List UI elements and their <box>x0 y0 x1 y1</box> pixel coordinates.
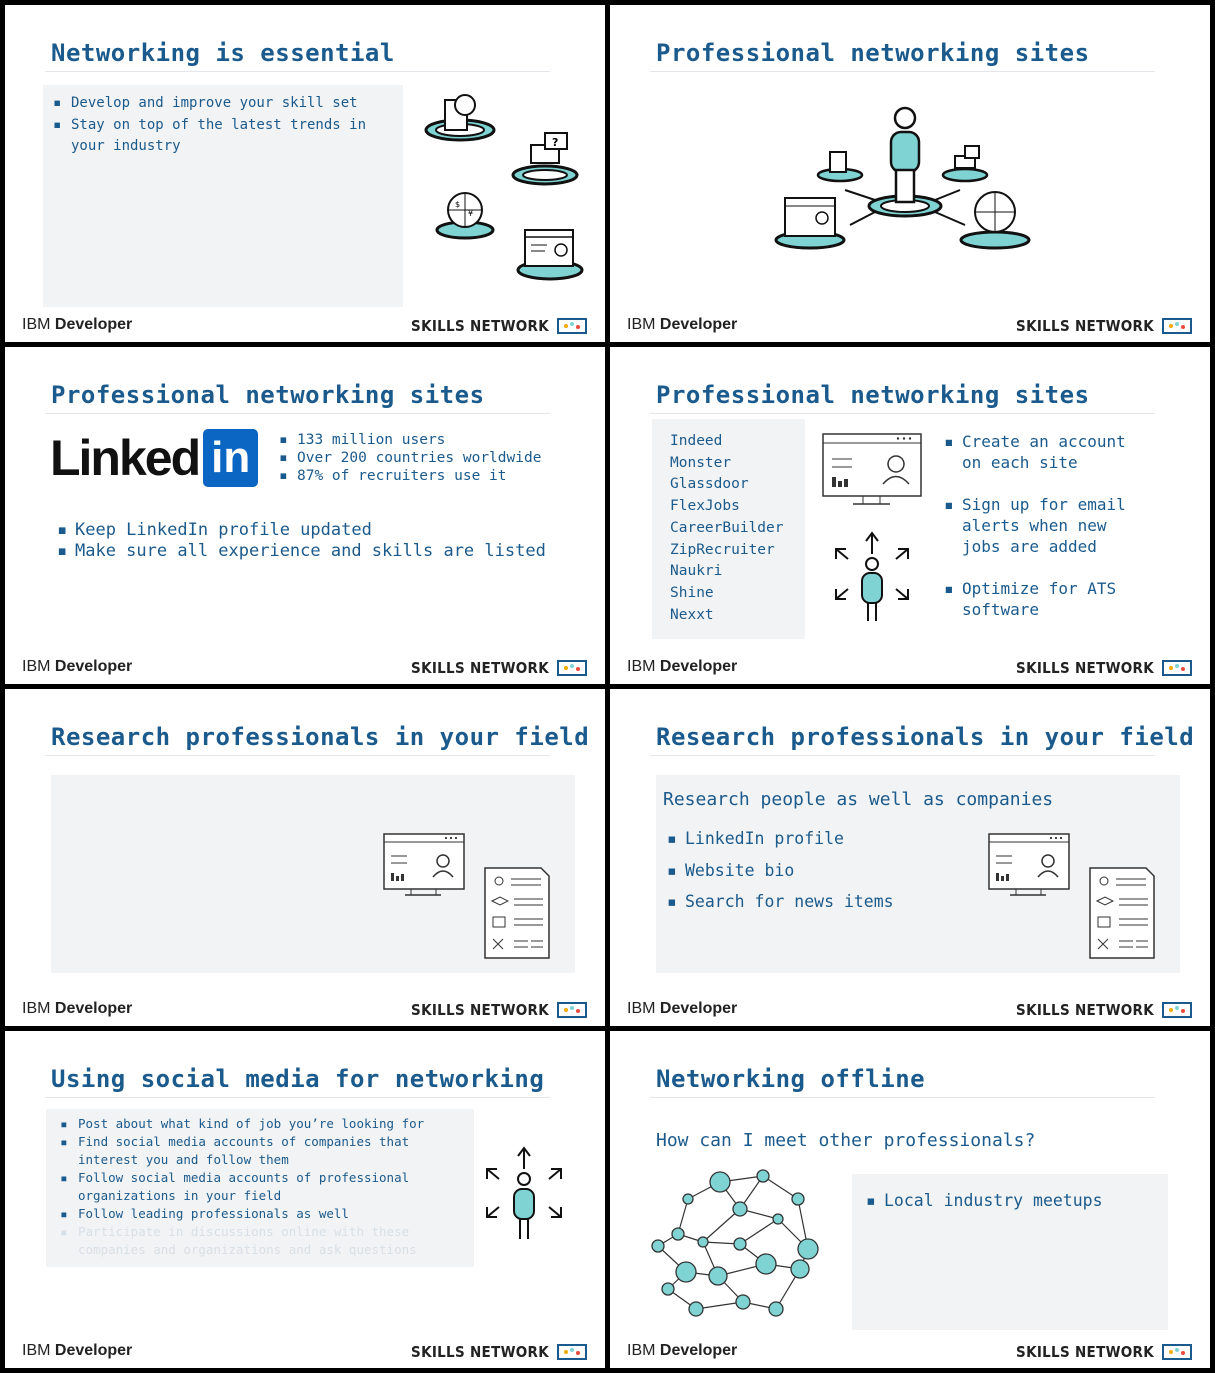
slide-networking-sites-hub <box>610 5 1210 342</box>
site-item: Monster <box>670 454 732 471</box>
globe-currency-icon <box>961 192 1029 248</box>
skills-network-logo: SKILLS NETWORK <box>411 659 587 677</box>
bullet-item: ▪ Create an account on each site <box>940 431 1140 473</box>
svg-text:?: ? <box>552 136 559 149</box>
slide-networking-offline <box>610 1031 1210 1368</box>
bullet-item: ▪ Make sure all experience and skills are listed <box>53 541 546 562</box>
content-panel <box>46 1109 474 1267</box>
dashboard-window-icon <box>776 198 844 248</box>
site-item: Glassdoor <box>670 476 749 493</box>
skills-network-icon <box>557 317 587 335</box>
question-text: How can I meet other professionals? <box>656 1130 1036 1151</box>
title-divider <box>45 413 550 414</box>
ibm-developer-logo: IBM Developer <box>627 1000 738 1017</box>
bullet-item: ▪ LinkedIn profile <box>663 823 894 855</box>
stat-item: ▪ 87% of recruiters use it <box>275 467 541 485</box>
svg-text:¥: ¥ <box>468 209 474 218</box>
slide-research-people-companies <box>610 689 1210 1026</box>
skills-network-icon <box>1162 317 1192 335</box>
title-divider <box>650 71 1155 72</box>
bullet-item: ▪ Local industry meetups <box>862 1190 1103 1211</box>
resume-document-icon <box>485 868 549 958</box>
title-divider <box>45 755 550 756</box>
job-sites-list <box>670 431 784 626</box>
bullet-item: ▪ Sign up for email alerts when new jobs are added <box>940 494 1140 557</box>
bullet-list <box>49 93 394 158</box>
title-divider <box>45 71 550 72</box>
person-hub-illustration <box>770 100 1040 250</box>
monitor-profile-icon <box>384 834 464 895</box>
site-item: Shine <box>670 584 714 601</box>
content-panel <box>43 85 403 307</box>
skills-network-logo: SKILLS NETWORK <box>411 1001 587 1019</box>
skills-network-logo: SKILLS NETWORK <box>411 317 587 335</box>
title-divider <box>45 1097 550 1098</box>
monitor-and-person-illustration <box>818 429 928 629</box>
person-arrows-illustration <box>479 1139 579 1249</box>
chat-bubbles-icon <box>943 146 987 181</box>
skills-network-logo: SKILLS NETWORK <box>1016 1343 1192 1361</box>
ibm-developer-logo: IBM Developer <box>22 658 133 675</box>
ibm-developer-logo: IBM Developer <box>22 1342 133 1359</box>
skills-network-icon <box>1162 1343 1192 1361</box>
networking-icons-illustration <box>415 85 595 285</box>
bullet-item: ▪ Post about what kind of job you’re looking for <box>56 1115 461 1133</box>
svg-text:$: $ <box>455 200 461 209</box>
site-item: FlexJobs <box>670 498 740 515</box>
skills-network-icon <box>557 1001 587 1019</box>
bullet-list <box>53 520 546 562</box>
slide-social-media <box>5 1031 605 1368</box>
slide-title: Professional networking sites <box>656 39 1090 67</box>
linkedin-logo: Linked in <box>50 429 258 487</box>
ibm-developer-logo: IBM Developer <box>627 1342 738 1359</box>
ibm-developer-logo: IBM Developer <box>627 316 738 333</box>
bullet-item: ▪ Follow social media accounts of professional organizations in your field <box>56 1169 461 1205</box>
skills-network-logo: SKILLS NETWORK <box>411 1343 587 1361</box>
resume-document-icon <box>1090 868 1154 958</box>
bullet-item: ▪ Develop and improve your skill set <box>49 93 394 115</box>
people-network-illustration <box>648 1164 828 1324</box>
bullet-item: ▪ Search for news items <box>663 886 894 918</box>
bullet-item-faded: ▪ Participate in discussions online with these companies and organizations and ask questions <box>56 1223 461 1259</box>
slide-networking-essential <box>5 5 605 342</box>
ibm-developer-logo: IBM Developer <box>22 1000 133 1017</box>
monitor-and-resume-illustration <box>986 831 1161 961</box>
bullet-item: ▪ Follow leading professionals as well <box>56 1205 461 1223</box>
content-panel <box>852 1174 1168 1330</box>
profile-pin-icon <box>426 95 494 140</box>
stats-list <box>275 431 541 485</box>
slide-title: Using social media for networking <box>51 1065 545 1093</box>
slide-research-professionals <box>5 689 605 1026</box>
slide-linkedin <box>5 347 605 684</box>
skills-network-icon <box>1162 1001 1192 1019</box>
title-divider <box>650 1097 1155 1098</box>
bullet-list <box>862 1190 1103 1211</box>
skills-network-logo: SKILLS NETWORK <box>1016 659 1192 677</box>
ibm-developer-logo: IBM Developer <box>22 316 133 333</box>
stat-item: ▪ Over 200 countries worldwide <box>275 449 541 467</box>
dashboard-window-icon <box>518 230 582 279</box>
skills-network-icon <box>1162 659 1192 677</box>
person-icon <box>895 108 915 128</box>
slide-title: Networking offline <box>656 1065 926 1093</box>
site-item: Indeed <box>670 433 723 449</box>
slide-title: Professional networking sites <box>656 381 1090 409</box>
chat-bubbles-icon <box>513 133 577 184</box>
bullet-item: ▪ Stay on top of the latest trends in your industry <box>49 115 394 158</box>
site-item: Naukri <box>670 563 723 580</box>
slide-title: Research professionals in your field <box>656 723 1195 751</box>
title-divider <box>650 755 1155 756</box>
job-sites-panel <box>652 419 805 639</box>
stat-item: ▪ 133 million users <box>275 431 541 449</box>
slide-title: Professional networking sites <box>51 381 485 409</box>
bullet-list <box>663 823 894 918</box>
profile-pin-icon <box>818 152 862 181</box>
bullet-item: ▪ Keep LinkedIn profile updated <box>53 520 546 541</box>
skills-network-logo: SKILLS NETWORK <box>1016 317 1192 335</box>
person-arrows-icon <box>836 533 908 621</box>
skills-network-icon <box>557 1343 587 1361</box>
slide-title: Research professionals in your field <box>51 723 590 751</box>
bullet-item: ▪ Find social media accounts of companies that interest you and follow them <box>56 1133 461 1169</box>
monitor-and-resume-illustration <box>381 831 556 961</box>
person-arrows-icon <box>487 1148 561 1239</box>
bullet-item: ▪ Optimize for ATS software <box>940 578 1140 620</box>
slide-job-sites <box>610 347 1210 684</box>
monitor-profile-icon <box>823 434 921 504</box>
bullet-list <box>940 431 1140 620</box>
site-item: Nexxt <box>670 606 714 623</box>
bullet-list <box>56 1115 461 1259</box>
monitor-profile-icon <box>989 834 1069 895</box>
site-item: ZipRecruiter <box>670 541 775 558</box>
slide-title: Networking is essential <box>51 39 395 67</box>
bullet-item: ▪ Website bio <box>663 855 894 887</box>
ibm-developer-logo: IBM Developer <box>627 658 738 675</box>
skills-network-logo: SKILLS NETWORK <box>1016 1001 1192 1019</box>
skills-network-icon <box>557 659 587 677</box>
section-heading: Research people as well as companies <box>663 789 1054 810</box>
globe-currency-icon <box>437 193 493 238</box>
title-divider <box>650 413 1155 414</box>
site-item: CareerBuilder <box>670 519 784 536</box>
